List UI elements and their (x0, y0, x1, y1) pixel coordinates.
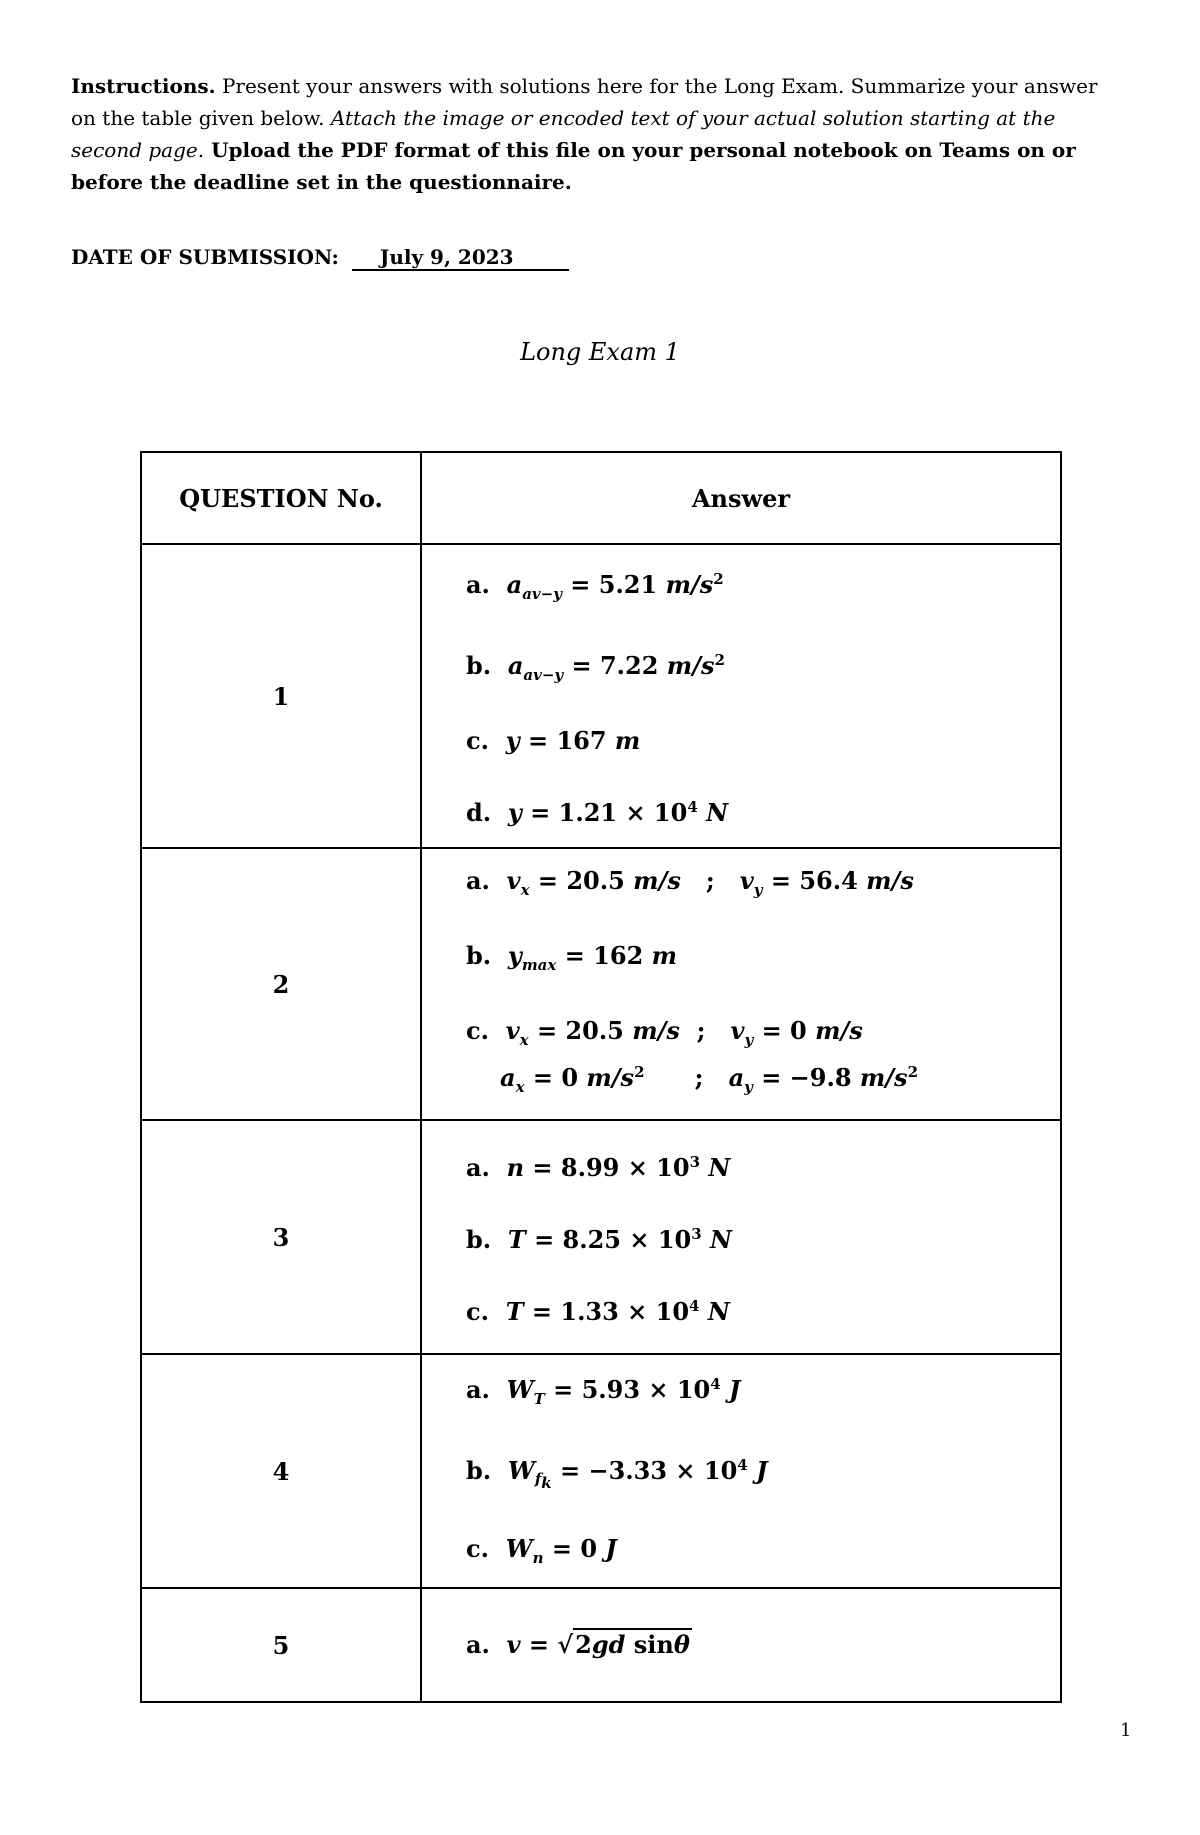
submission-date-line (71, 245, 569, 271)
question-number: 2 (141, 848, 421, 1120)
answer-cell (421, 848, 1061, 1120)
question-number: 3 (141, 1120, 421, 1354)
question-number: 1 (141, 544, 421, 848)
exam-title: Long Exam 1 (520, 338, 680, 366)
answer-2a: a. $v_x = 20.5$ m/s ; $v_y = 56.4$ m/s (466, 866, 914, 900)
header-question-no: QUESTION No. (141, 452, 421, 544)
instructions-lead: Instructions. (71, 74, 216, 98)
table-row (141, 848, 1061, 1120)
table-row (141, 544, 1061, 848)
instructions-italic: Attach the image or encoded text of your actual solution starting at the second page. (71, 106, 1056, 162)
table-row (141, 1120, 1061, 1354)
instructions-text: Present your answers with solutions here for the Long Exam. Summarize your answer on the table given below. (71, 74, 1098, 130)
answer-cell (421, 1588, 1061, 1702)
answer-4c: c. $W_n = 0$ J (466, 1534, 617, 1568)
answer-3c: c. $T = 1.33 \times 10^4$ N (466, 1297, 730, 1326)
submission-label: DATE OF SUBMISSION: (71, 245, 339, 269)
answer-3b: b. $T = 8.25 \times 10^3$ N (466, 1225, 732, 1254)
header-answer: Answer (421, 452, 1061, 544)
question-number: 5 (141, 1588, 421, 1702)
answer-1a: a. $a_{av-y} = 5.21$ $m/s^2$ (466, 570, 724, 603)
answer-1b: b. $a_{av-y} = 7.22$ $m/s^2$ (466, 651, 725, 684)
answer-cell (421, 1354, 1061, 1588)
table-header-row (141, 452, 1061, 544)
answer-4a: a. $W_T = 5.93 \times 10^4$ J (466, 1374, 741, 1408)
answer-2c-accel: $a_x = 0$ $m/s^2$ ; $a_y = -9.8$ $m/s^2$ (500, 1062, 918, 1096)
answer-5a: a. v = √2gd sinθ (466, 1630, 690, 1659)
instructions-paragraph (71, 70, 1121, 198)
answer-1c: c. y = 167 m (466, 725, 641, 755)
answer-1d: d. $y = 1.21 \times 10^4$ N (466, 797, 729, 827)
answer-3a: a. $n = 8.99 \times 10^3$ N (466, 1153, 731, 1182)
answer-table (140, 451, 1062, 1703)
table-row (141, 1354, 1061, 1588)
answer-2c: c. $v_x = 20.5$ m/s ; $v_y = 0$ m/s (466, 1016, 863, 1049)
table-row (141, 1588, 1061, 1702)
page-number: 1 (1120, 1720, 1132, 1741)
question-number: 4 (141, 1354, 421, 1588)
submission-date: July 9, 2023 (352, 245, 569, 271)
answer-4b: b. $W_{f_k} = -3.33 \times 10^4$ J (466, 1455, 768, 1493)
answer-2b: b. $y_{max} = 162$ m (466, 941, 678, 974)
answer-cell (421, 1120, 1061, 1354)
instructions-bold: Upload the PDF format of this file on your personal notebook on Teams on or before the deadline set in the questionnaire. (71, 138, 1076, 194)
answer-cell (421, 544, 1061, 848)
